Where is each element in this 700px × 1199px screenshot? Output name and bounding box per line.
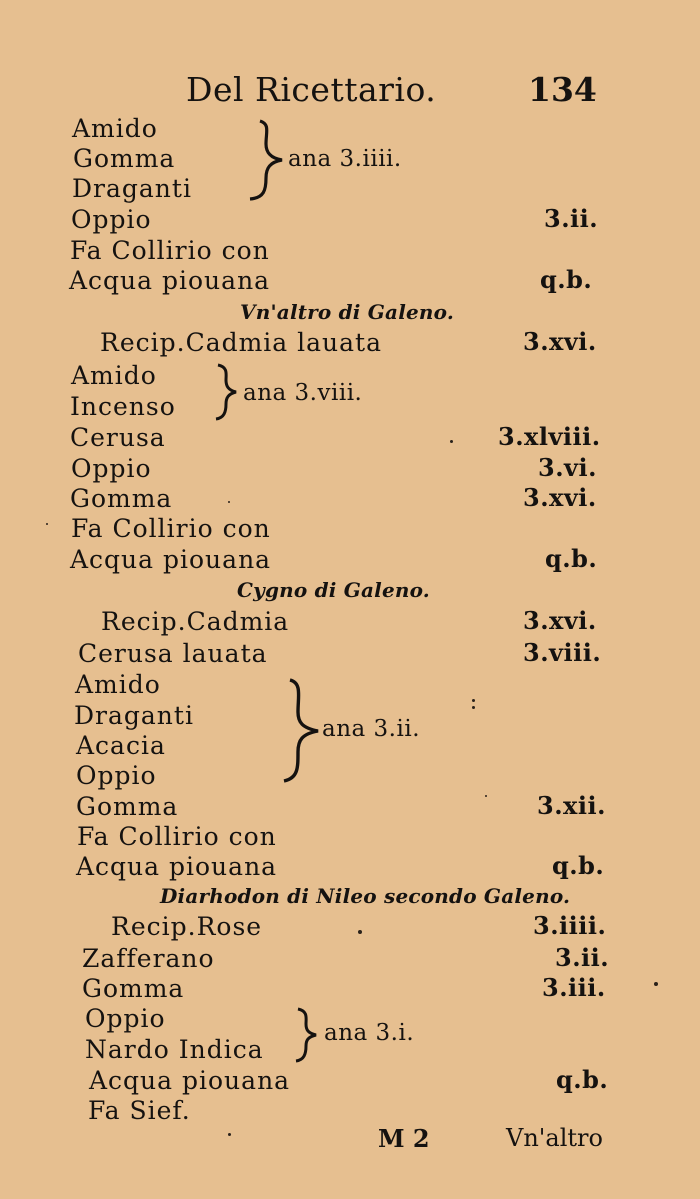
amount-label: 3.xii.: [537, 791, 606, 820]
ingredient-line: Gomma: [73, 144, 176, 173]
ink-speck: [358, 930, 362, 934]
page-number: 134: [528, 70, 597, 109]
amount-label: 3.iii.: [542, 973, 606, 1002]
amount-label: q.b.: [552, 851, 605, 880]
ink-speck: [485, 795, 487, 797]
instruction-line: Fa Collirio con: [70, 236, 270, 265]
ink-speck: [228, 1133, 231, 1136]
amount-label: 3.ii.: [555, 943, 610, 972]
ingredient-line: Acacia: [76, 731, 166, 760]
ink-speck: [450, 440, 453, 443]
ingredient-line: Draganti: [72, 174, 192, 203]
ingredient-line: Acqua piouana: [76, 852, 278, 881]
recipe-heading: Diarhodon di Nileo secondo Galeno.: [160, 884, 571, 908]
ingredient-line: Incenso: [70, 392, 176, 421]
amount-label: 3.viii.: [523, 638, 602, 667]
ingredient-line: Acqua piouana: [69, 266, 271, 295]
amount-label: q.b.: [556, 1065, 609, 1094]
amount-label: 3.xvi.: [523, 606, 597, 635]
ink-speck: [472, 706, 475, 709]
brace: [244, 118, 288, 202]
instruction-line: Fa Sief.: [88, 1096, 191, 1125]
ingredient-line: Recip.Cadmia: [101, 607, 290, 636]
brace: [292, 1006, 320, 1064]
ingredient-line: Acqua piouana: [70, 545, 272, 574]
brace: [282, 676, 326, 786]
catchword: Vn'altro: [506, 1124, 603, 1152]
ingredient-line: Draganti: [74, 701, 194, 730]
brace: [212, 362, 240, 422]
recipe-heading: Cygno di Galeno.: [237, 578, 430, 602]
ingredient-line: Amido: [75, 670, 161, 699]
ink-speck: [228, 501, 230, 503]
ingredient-line: Cerusa: [70, 423, 166, 452]
quantity-label: ana 3.iiii.: [288, 146, 402, 172]
ingredient-line: Recip.Rose: [111, 912, 263, 941]
quantity-label: ana 3.i.: [324, 1020, 415, 1046]
amount-label: q.b.: [540, 265, 593, 294]
ingredient-line: Oppio: [76, 761, 157, 790]
amount-label: 3.iiii.: [533, 911, 607, 940]
signature-mark: M 2: [378, 1124, 430, 1153]
ingredient-line: Gomma: [70, 484, 173, 513]
instruction-line: Fa Collirio con: [71, 514, 271, 543]
quantity-label: ana 3.ii.: [322, 716, 421, 742]
ingredient-line: Gomma: [76, 792, 179, 821]
ingredient-line: Oppio: [71, 454, 152, 483]
recipe-heading: Vn'altro di Galeno.: [240, 300, 455, 324]
ingredient-line: Recip.Cadmia lauata: [100, 328, 383, 357]
ink-speck: [46, 523, 48, 525]
ingredient-line: Oppio: [71, 205, 152, 234]
amount-label: 3.xvi.: [523, 327, 597, 356]
amount-label: 3.ii.: [544, 204, 599, 233]
amount-label: 3.xlviii.: [498, 422, 601, 451]
amount-label: 3.xvi.: [523, 483, 597, 512]
ingredient-line: Amido: [71, 361, 157, 390]
ink-speck: [654, 982, 658, 986]
instruction-line: Fa Collirio con: [77, 822, 277, 851]
ingredient-line: Cerusa lauata: [78, 639, 268, 668]
ingredient-line: Acqua piouana: [89, 1066, 291, 1095]
quantity-label: ana 3.viii.: [243, 380, 363, 406]
amount-label: 3.vi.: [538, 453, 597, 482]
ingredient-line: Zafferano: [82, 944, 215, 973]
ink-speck: [472, 699, 475, 702]
ingredient-line: Oppio: [85, 1004, 166, 1033]
ingredient-line: Nardo Indica: [85, 1035, 264, 1064]
amount-label: q.b.: [545, 544, 598, 573]
ingredient-line: Amido: [72, 114, 158, 143]
ingredient-line: Gomma: [82, 974, 185, 1003]
running-head: Del Ricettario.: [186, 70, 437, 109]
